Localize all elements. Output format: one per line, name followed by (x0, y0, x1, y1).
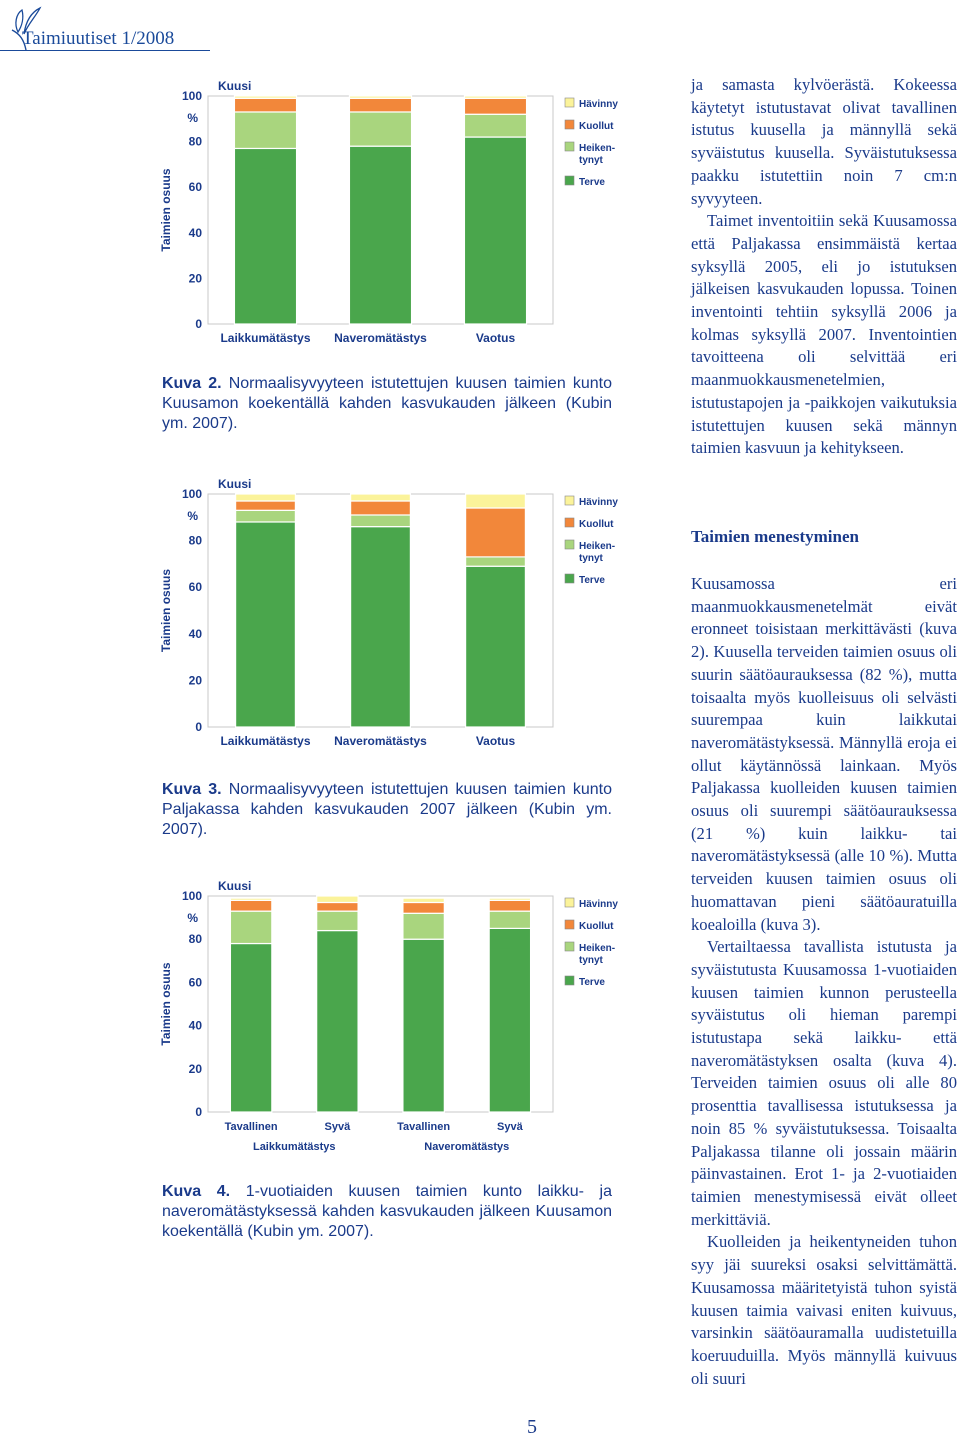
bar-segment-dead (234, 98, 296, 112)
page-number: 5 (527, 1416, 537, 1438)
bar-segment-weak (351, 515, 411, 527)
publication-title: Taimiuutiset 1/2008 (22, 28, 175, 49)
caption-kuva-4-label: Kuva 4. (162, 1183, 231, 1200)
bar-segment-dead (317, 902, 358, 911)
caption-kuva-3-label: Kuva 3. (162, 781, 222, 798)
legend-label-lost: Hävinnyt (579, 899, 618, 910)
legend-label-weak: tynyt (579, 155, 603, 166)
bar-segment-lost (403, 898, 444, 902)
y-axis-label: Taimien osuus (159, 962, 173, 1046)
chart-kuva-2-svg (158, 76, 618, 356)
bar-segment-healthy (230, 944, 271, 1112)
y-tick-label: 60 (188, 580, 202, 595)
legend-swatch-dead (565, 920, 574, 929)
chart-kuva-3-svg (158, 478, 618, 758)
x-group-label: Laikkumätästys (252, 1141, 336, 1153)
y-unit-label: % (187, 509, 198, 523)
x-tick-label: Tavallinen (224, 1121, 278, 1133)
x-tick-label: Naveromätästys (334, 331, 427, 345)
legend-swatch-healthy (565, 176, 574, 185)
x-tick-label: Syvä (497, 1121, 523, 1133)
body-column-bottom (691, 573, 957, 1390)
bar-segment-lost (236, 494, 296, 501)
y-tick-label: 100 (181, 89, 202, 103)
body-column-top (691, 74, 957, 460)
y-tick-label: 100 (181, 889, 202, 903)
body-paragraph-2: Taimet inventoitiin sekä Kuusamossa että Paljakassa ensimmäistä kertaa syksyllä 2005, eli jo istutuksen jälkeisen kasvukauden lopussa. Toinen inventointi tehtiin syksyllä 2006 ja kolmas syksyllä 2007. Inventointien tavoitteena oli selvittää eri maanmuokkausmenetelmien, istutustapojen ja -paikkojen vaikutuksia istutettujen kuusen sekä männyn taimien kasvuun ja kehitykseen. (691, 211, 957, 458)
running-header (0, 0, 240, 60)
caption-kuva-2-label: Kuva 2. (162, 375, 222, 392)
bar-segment-weak (403, 913, 444, 939)
bar-segment-lost (466, 494, 526, 508)
y-tick-label: 80 (188, 134, 202, 149)
bar-segment-dead (489, 900, 530, 911)
legend-label-weak: Heiken- (579, 541, 616, 552)
legend-label-dead: Kuollut (579, 519, 614, 530)
bar-segment-healthy (489, 928, 530, 1112)
y-tick-label: 40 (188, 225, 202, 240)
legend-swatch-lost (565, 496, 574, 505)
bar-segment-weak (230, 911, 271, 943)
y-tick-label: 0 (195, 1105, 202, 1119)
y-tick-label: 80 (188, 932, 202, 947)
bar-segment-lost (317, 896, 358, 902)
bar-segment-dead (230, 900, 271, 911)
caption-kuva-3 (162, 780, 612, 840)
caption-kuva-4 (162, 1182, 612, 1242)
bar-segment-dead (236, 501, 296, 510)
bar-segment-dead (351, 501, 411, 515)
y-tick-label: 0 (195, 317, 202, 331)
y-unit-label: % (187, 111, 198, 125)
y-tick-label: 80 (188, 533, 202, 548)
chart-kuva-3 (158, 478, 618, 763)
caption-kuva-2-text: Normaalisyvyyteen istutettujen kuusen taimien kunto Kuusamon koekentällä kahden kasvukauden jälkeen (Kubin ym. 2007). (162, 375, 612, 432)
legend-label-weak: Heiken- (579, 943, 616, 954)
bar-segment-lost (351, 494, 411, 501)
bar-segment-lost (230, 898, 271, 900)
bar-segment-healthy (464, 137, 526, 324)
legend-swatch-healthy (565, 976, 574, 985)
y-tick-label: 0 (195, 720, 202, 734)
header-rule (0, 50, 210, 51)
legend-swatch-weak (565, 942, 574, 951)
legend-swatch-lost (565, 898, 574, 907)
y-tick-label: 60 (188, 180, 202, 195)
caption-kuva-4-text: 1-vuotiaiden kuusen taimien kunto laikku- ja naveromätästyksessä kahden kasvukauden jälkeen Kuusamon koekentällä (Kubin ym. 2007). (162, 1183, 612, 1240)
legend-label-weak: tynyt (579, 553, 603, 564)
bar-segment-weak (466, 557, 526, 566)
y-tick-label: 20 (188, 1061, 202, 1076)
legend-label-lost: Hävinnyt (579, 99, 618, 110)
legend-swatch-dead (565, 120, 574, 129)
y-axis-label: Taimien osuus (159, 168, 173, 252)
y-tick-label: 20 (188, 271, 202, 286)
bar-segment-lost (349, 96, 411, 98)
chart-title: Kuusi (218, 79, 252, 93)
bar-segment-healthy (351, 527, 411, 727)
bar-segment-dead (349, 98, 411, 112)
y-unit-label: % (187, 911, 198, 925)
y-tick-label: 40 (188, 1018, 202, 1033)
bar-segment-healthy (403, 939, 444, 1112)
legend-swatch-weak (565, 142, 574, 151)
legend-swatch-lost (565, 98, 574, 107)
legend-swatch-healthy (565, 574, 574, 583)
x-tick-label: Tavallinen (397, 1121, 451, 1133)
bar-segment-dead (464, 98, 526, 114)
body-paragraph-5: Kuolleiden ja heikentyneiden tuhon syy jäi suureksi osaksi selvittämättä. Kuusamossa määritetyistä tuhon syistä kuusen taimia vaivasi eniten kuivuus, varsinkin säätöauramalla uudistetuilla koeruuduilla. Myös männyllä kuivuus oli suuri (691, 1232, 957, 1388)
bar-segment-healthy (236, 522, 296, 727)
bar-segment-healthy (349, 146, 411, 324)
y-tick-label: 100 (181, 487, 202, 501)
chart-kuva-4 (158, 878, 618, 1173)
bar-segment-weak (236, 510, 296, 522)
chart-kuva-2 (158, 76, 618, 361)
body-paragraph-4: Vertailtaessa tavallista istutusta ja syväistutusta Kuusamossa 1-vuotiaiden kuusen taimien kunnon perusteella syväistutus oli hieman parempi istutustapa sekä laikku- että naveromätästyksen osalta (kuva 4). Terveiden taimien osuus oli alle 80 prosenttia tavallisessa istutuksessa ja noin 85 % syväistutuksessa. Toisaalta Paljakassa tilanne oli jossain määrin päinvastainen. Erot 1- ja 2-vuotiaiden taimien menestymisessä eivät olleet merkittäviä. (691, 937, 957, 1229)
bar-segment-weak (317, 911, 358, 930)
x-tick-label: Naveromätästys (334, 734, 427, 748)
section-heading: Taimien menestyminen (691, 527, 859, 546)
y-tick-label: 40 (188, 626, 202, 641)
chart-kuva-4-svg (158, 878, 618, 1168)
x-tick-label: Vaotus (475, 734, 516, 748)
legend-swatch-dead (565, 518, 574, 527)
bar-segment-healthy (317, 931, 358, 1112)
legend-label-healthy: Terve (579, 575, 605, 586)
bar-segment-weak (234, 112, 296, 148)
legend-label-lost: Hävinnyt (579, 497, 618, 508)
legend-label-healthy: Terve (579, 977, 605, 988)
bar-segment-healthy (466, 566, 526, 727)
legend-swatch-weak (565, 540, 574, 549)
x-tick-label: Vaotus (475, 331, 516, 345)
bar-segment-lost (489, 898, 530, 900)
legend-label-healthy: Terve (579, 177, 605, 188)
bar-segment-lost (234, 96, 296, 98)
legend-label-dead: Kuollut (579, 121, 614, 132)
x-tick-label: Syvä (324, 1121, 351, 1133)
bar-segment-lost (464, 96, 526, 98)
y-tick-label: 60 (188, 975, 202, 990)
caption-kuva-3-text: Normaalisyvyyteen istutettujen kuusen taimien kunto Paljakassa kahden kasvukauden 2007 jälkeen (Kubin ym. 2007). (162, 781, 612, 838)
bar-segment-weak (489, 911, 530, 928)
body-paragraph-1: ja samasta kylvöerästä. Kokeessa käytetyt istutustavat olivat tavallinen istutus kuusella ja männyllä sekä syväistutus kuusella. Syväistutuksessa paakku istutettiin noin 7 cm:n syvyyteen. (691, 75, 957, 208)
chart-title: Kuusi (218, 879, 252, 893)
bar-segment-weak (349, 112, 411, 146)
y-axis-label: Taimien osuus (159, 568, 173, 653)
legend-label-dead: Kuollut (579, 921, 614, 932)
x-tick-label: Laikkumätästys (220, 331, 311, 345)
bar-segment-weak (464, 114, 526, 137)
x-group-label: Naveromätästys (424, 1141, 510, 1153)
y-tick-label: 20 (188, 673, 202, 688)
legend-label-weak: Heiken- (579, 143, 616, 154)
bar-segment-dead (403, 902, 444, 913)
legend-label-weak: tynyt (579, 955, 603, 966)
body-paragraph-3: Kuusamossa eri maanmuokkausmenetelmät eivät eronneet toisistaan merkittävästi (kuva 2). Kuusella terveiden taimien osuus oli suurin säätöaurauksessa (82 %), mutta toisaalta myös kuolleisuus oli selvästi suurempaa kuin laikkutai naveromätästyksessä. Männyllä eroja ei ollut käytännössä lainkaan. Myös Paljakassa kuolleiden kuusen taimien osuus oli suurempi säätöaurauksessa (21 %) kuin laikku- tai naveromätästyksessä (alle 10 %). Mutta terveiden kuusen taimien osuus oli huomattavan pieni säätöauratuilla koealoilla (kuva 3). (691, 574, 957, 934)
x-tick-label: Laikkumätästys (220, 734, 311, 748)
bar-segment-healthy (234, 148, 296, 324)
bar-segment-dead (466, 508, 526, 557)
chart-title: Kuusi (218, 478, 252, 491)
caption-kuva-2 (162, 374, 612, 434)
